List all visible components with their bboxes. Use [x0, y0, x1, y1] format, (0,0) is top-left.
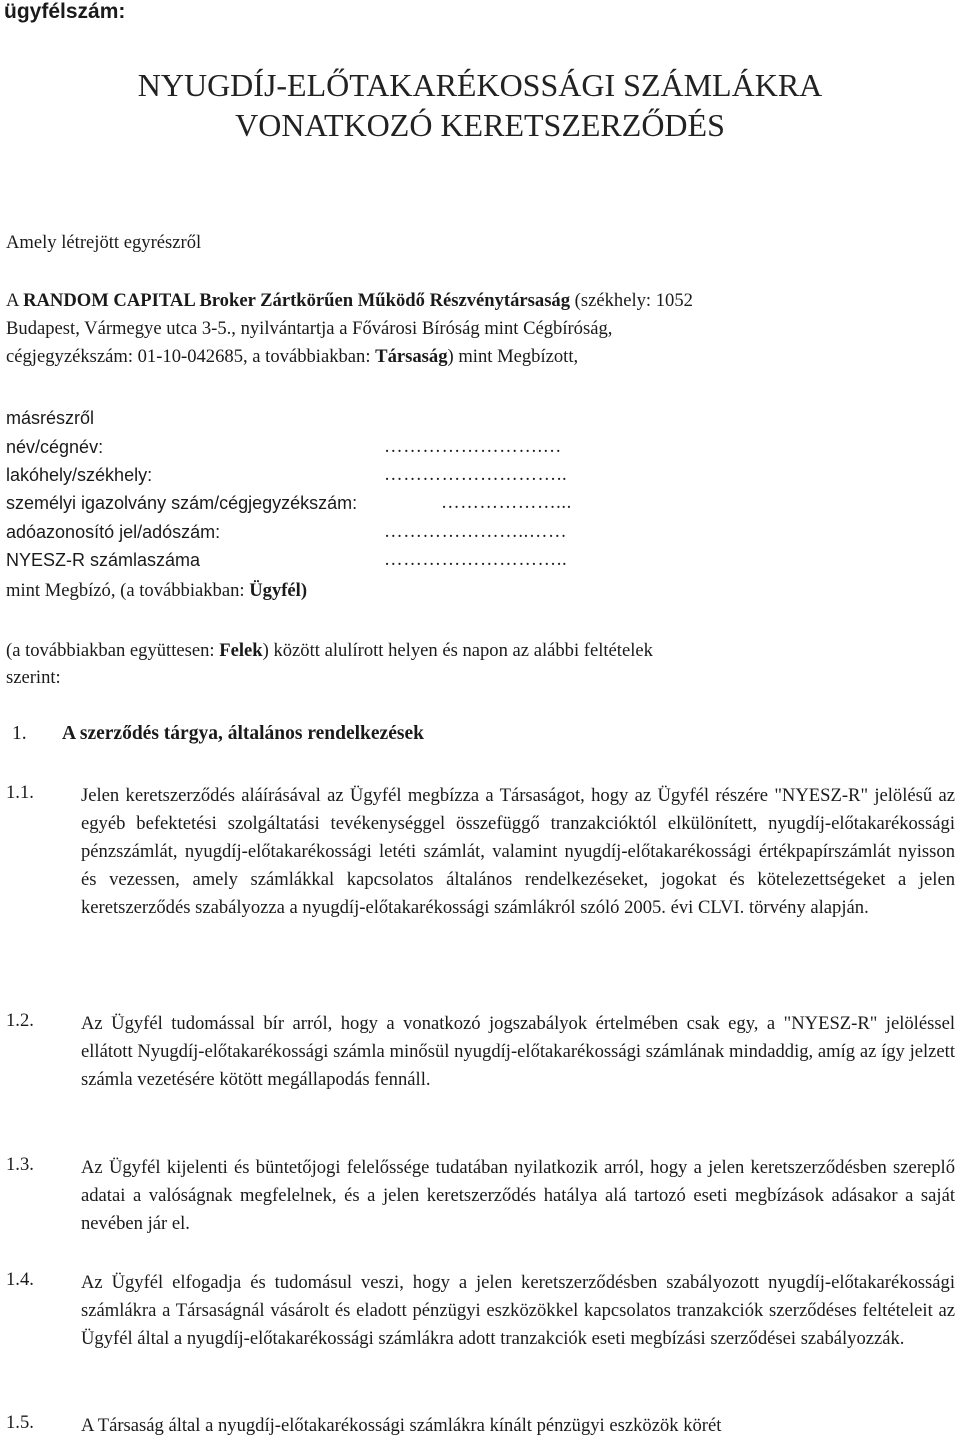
field-id-dots: ………………...: [441, 492, 572, 513]
field-id-label: személyi igazolvány szám/cégjegyzékszám:: [6, 493, 358, 513]
parties-line-1: (a továbbiakban együttesen: Felek) között alulírott helyen és napon az alábbi feltételek: [6, 640, 653, 661]
document-title-line-1: NYUGDÍJ-ELŐTAKARÉKOSSÁGI SZÁMLÁKRA: [137, 67, 823, 103]
field-tax-label: adóazonosító jel/adószám:: [6, 522, 221, 542]
paragraph-1-5-number: 1.5.: [6, 1412, 34, 1433]
client-role-name: Ügyfél): [249, 580, 308, 601]
company-line-1: A RANDOM CAPITAL Broker Zártkörűen Működő Részvénytársaság (székhely: 1052: [6, 290, 693, 311]
company-name: RANDOM CAPITAL Broker Zártkörűen Működő Részvénytársaság: [23, 290, 571, 311]
paragraph-1-1-text: Jelen keretszerződés aláírásával az Ügyfél megbízza a Társaságot, hogy az Ügyfél részére "NYESZ-R" jelölésű az egyéb befektetési szolgáltatási tevékenységgel összefüggő tranzakcióktól elkülönített, nyugdíj-előtakarékossági pénzszámlát, nyugdíj-előtakarékossági letéti számlát, valamint nyugdíj-előtakarékossági értékpapírszámlát nyisson és vezessen, amely számlákkal kapcsolatos általános rendelkezéseket, jogokat és kötelezettségeket a jelen keretszerződés szabályozza a nyugdíj-előtakarékossági számlákról szóló 2005. évi CLVI. törvény alapján.: [81, 785, 955, 918]
document-title-line-2: VONATKOZÓ KERETSZERZŐDÉS: [235, 107, 725, 143]
section-1-number: 1.: [12, 723, 27, 744]
field-name-dots: …………………….…: [384, 436, 562, 457]
paragraph-1-1-number: 1.1.: [6, 782, 34, 803]
company-short-name: Társaság: [375, 346, 448, 367]
paragraph-1-5-text: A Társaság által a nyugdíj-előtakarékossági számlákra kínált pénzügyi eszközök körét: [81, 1415, 722, 1436]
paragraph-1-3-text: Az Ügyfél kijelenti és büntetőjogi felelőssége tudatában nyilatkozik arról, hogy a jelen keretszerződésben szereplő adatai a valóságnak megfelelnek, és a jelen keretszerződés hatálya alá tartozó eseti megbízások adásakor a saját nevében jár el.: [81, 1157, 955, 1234]
parties-line-2: szerint:: [6, 667, 61, 688]
other-party-label: másrészről: [6, 408, 95, 428]
paragraph-1-2-text: Az Ügyfél tudomással bír arról, hogy a vonatkozó jogszabályok értelmében csak egy, a "NYESZ-R" jelöléssel ellátott Nyugdíj-előtakarékossági számla minősül nyugdíj-előtakarékossági számlának mindaddig, amíg az így jelzett számla vezetésére kötött megállapodás fennáll.: [81, 1013, 955, 1090]
customer-number-label: ügyfélszám:: [4, 0, 126, 23]
field-name-label: név/cégnév:: [6, 437, 104, 457]
paragraph-1-3-number: 1.3.: [6, 1154, 34, 1175]
company-line-2: Budapest, Vármegye utca 3-5., nyilvántartja a Fővárosi Bíróság mint Cégbíróság,: [6, 318, 613, 339]
intro-created-between: Amely létrejött egyrészről: [6, 232, 202, 253]
field-tax-dots: …………………..……: [384, 521, 568, 542]
paragraph-1-4-number: 1.4.: [6, 1269, 34, 1290]
field-account-label: NYESZ-R számlaszáma: [6, 550, 201, 570]
field-address-dots: ………………………..: [384, 464, 568, 485]
paragraph-1-4-text: Az Ügyfél elfogadja és tudomásul veszi, hogy a jelen keretszerződésben szabályozott nyugdíj-előtakarékossági számlákra a Társaságnál vásárolt és eladott pénzügyi eszközökkel kapcsolatos tranzakciók szerződéses feltételeit az Ügyfél által a nyugdíj-előtakarékossági számlákra adott tranzakciók eseti megbízási szerződései szabályozzák.: [81, 1272, 955, 1349]
client-role: mint Megbízó, (a továbbiakban: Ügyfél): [6, 580, 308, 601]
field-account-dots: ………………………..: [384, 549, 568, 570]
paragraph-1-2-number: 1.2.: [6, 1010, 34, 1031]
parties-name: Felek: [219, 640, 263, 661]
company-line-3: cégjegyzékszám: 01-10-042685, a továbbiakban: Társaság) mint Megbízott,: [6, 346, 579, 367]
section-1-title: A szerződés tárgya, általános rendelkezések: [62, 723, 424, 744]
field-address-label: lakóhely/székhely:: [6, 465, 153, 485]
